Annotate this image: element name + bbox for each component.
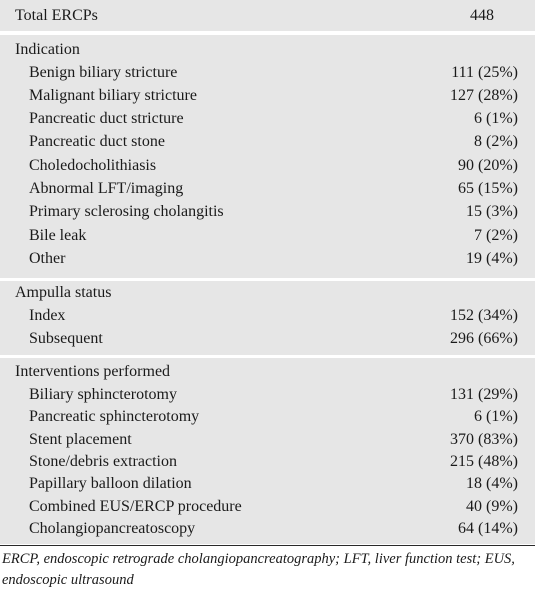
total-label: Total ERCPs <box>15 7 98 24</box>
row-label: Primary sclerosing cholangitis <box>29 203 224 220</box>
table-row <box>0 107 535 130</box>
row-label: Stent placement <box>29 431 132 448</box>
row-value: 18 (4%) <box>466 475 518 492</box>
row-value: 111 (25%) <box>451 64 518 81</box>
row-label: Other <box>29 250 66 267</box>
table-row <box>0 428 535 451</box>
row-label: Papillary balloon dilation <box>29 475 192 492</box>
row-label: Malignant biliary stricture <box>29 87 197 104</box>
row-label: Benign biliary stricture <box>29 64 178 81</box>
row-value: 65 (15%) <box>458 180 518 197</box>
table-row <box>0 304 535 327</box>
row-label: Index <box>29 307 66 324</box>
table-row-total <box>0 4 535 27</box>
table-footnote: ERCP, endoscopic retrograde cholangiopancreatography; LFT, liver function test; EUS, endoscopic ultrasound <box>2 551 515 588</box>
table-row <box>0 224 535 247</box>
row-label: Stone/debris extraction <box>29 453 177 470</box>
indication-heading: Indication <box>15 41 80 58</box>
table-row <box>0 247 535 270</box>
table-row <box>0 327 535 350</box>
row-label: Abnormal LFT/imaging <box>29 180 184 197</box>
section-heading-ampulla <box>0 281 535 304</box>
row-value: 296 (66%) <box>450 330 518 347</box>
row-value: 127 (28%) <box>450 87 518 104</box>
row-label: Pancreatic sphincterotomy <box>29 408 200 425</box>
ampulla-heading: Ampulla status <box>15 284 112 301</box>
table-row <box>0 200 535 223</box>
row-label: Cholangiopancreatoscopy <box>29 520 196 537</box>
table-row <box>0 450 535 473</box>
row-label: Subsequent <box>29 330 103 347</box>
row-value: 19 (4%) <box>466 250 518 267</box>
row-value: 15 (3%) <box>466 203 518 220</box>
table-row <box>0 383 535 406</box>
row-label: Choledocholithiasis <box>29 157 157 174</box>
table-row <box>0 405 535 428</box>
interventions-heading: Interventions performed <box>15 363 171 380</box>
total-value: 448 <box>470 7 494 24</box>
row-label: Biliary sphincterotomy <box>29 386 177 403</box>
table-bottom-rule <box>0 545 535 546</box>
table-row <box>0 495 535 518</box>
table-row <box>0 61 535 84</box>
row-label: Bile leak <box>29 227 87 244</box>
table-row <box>0 154 535 177</box>
row-label: Combined EUS/ERCP procedure <box>29 498 242 515</box>
table-row <box>0 177 535 200</box>
row-value: 7 (2%) <box>474 227 518 244</box>
row-value: 215 (48%) <box>450 453 518 470</box>
table-row <box>0 517 535 540</box>
row-value: 90 (20%) <box>458 157 518 174</box>
row-value: 6 (1%) <box>474 408 518 425</box>
row-value: 152 (34%) <box>450 307 518 324</box>
table-row <box>0 84 535 107</box>
table-row <box>0 130 535 153</box>
table-row <box>0 472 535 495</box>
row-value: 131 (29%) <box>450 386 518 403</box>
row-value: 8 (2%) <box>474 133 518 150</box>
row-value: 370 (83%) <box>450 431 518 448</box>
row-value: 40 (9%) <box>466 498 518 515</box>
row-label: Pancreatic duct stricture <box>29 110 184 127</box>
row-label: Pancreatic duct stone <box>29 133 165 150</box>
row-value: 64 (14%) <box>458 520 518 537</box>
section-heading-indication <box>0 38 535 61</box>
row-value: 6 (1%) <box>474 110 518 127</box>
section-heading-interventions <box>0 360 535 383</box>
